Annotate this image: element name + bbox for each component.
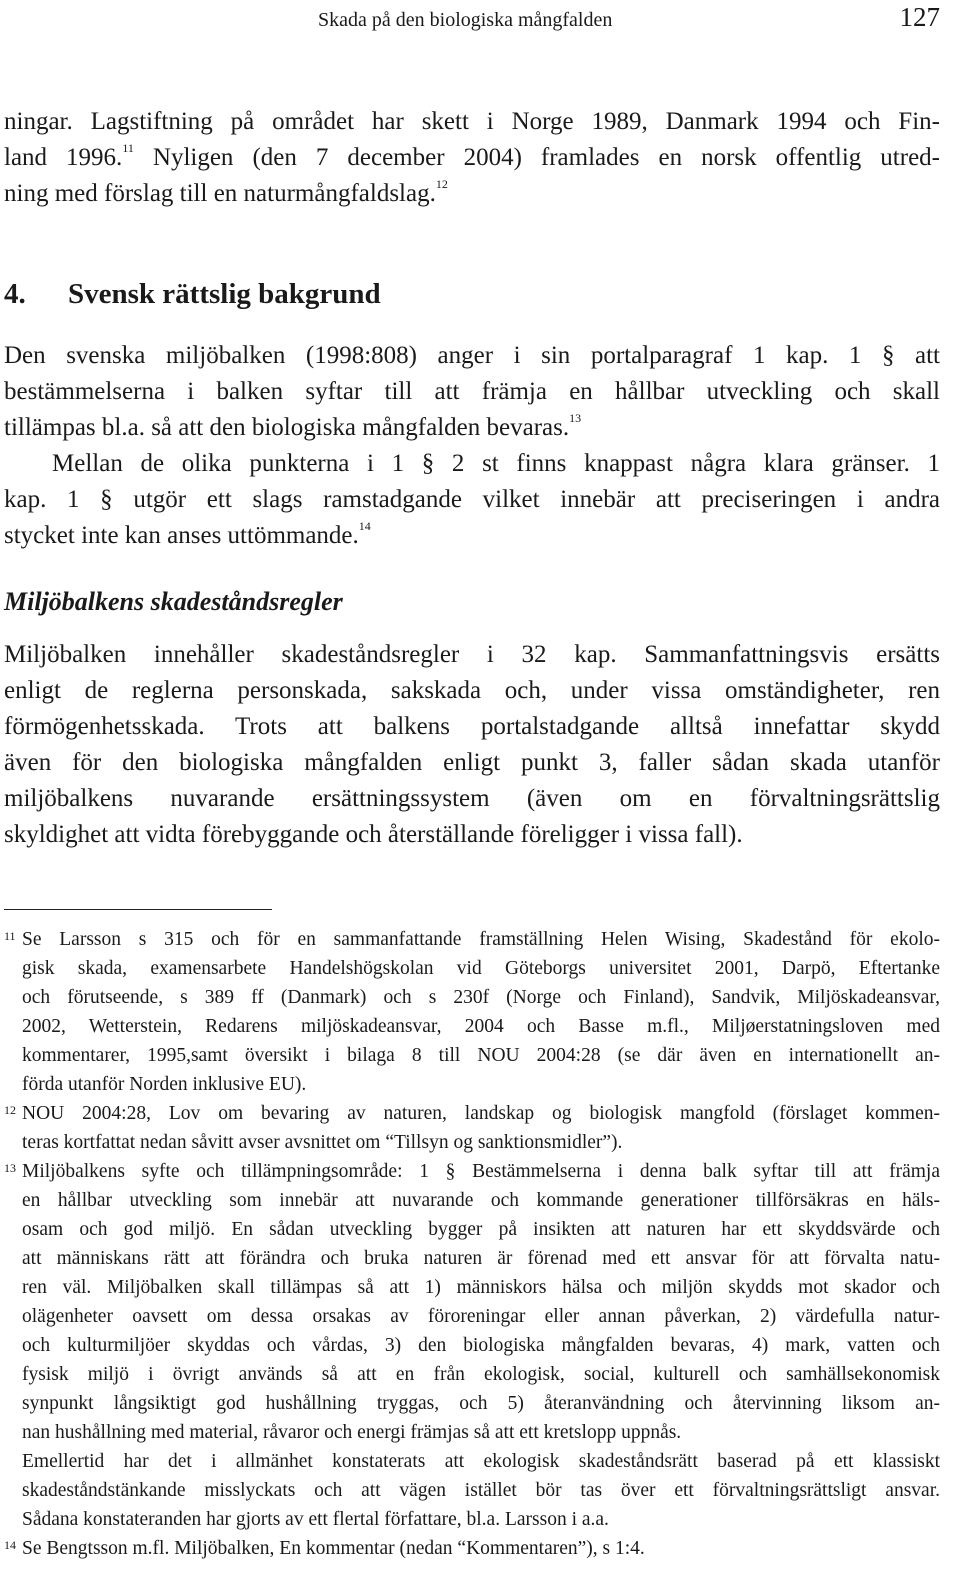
text-line: land 1996.11 Nyligen (den 7 december 2004) framlades en norsk offentlig utred- (4, 141, 940, 171)
footnote-13 (4, 1157, 940, 1534)
footnote-11 (4, 925, 940, 1099)
footnote-line: Sådana konstateranden har gjorts av ett flertal författare, bl.a. Larsson i a.a. (22, 1509, 609, 1530)
text-line: bestämmelserna i balken syftar till att främja en hållbar utveckling och skall (4, 378, 940, 405)
footnote-line: att människans rätt att förändra och bruka naturen är förenad med ett ansvar för att förvalta natu- (22, 1248, 940, 1269)
footnote-line: och förutseende, s 389 ff (Danmark) och s 230f (Norge och Finland), Sandvik, Miljöskadeansvar, (22, 987, 940, 1008)
section-title: Svensk rättslig bakgrund (68, 278, 381, 310)
footnote-line: Se Bengtsson m.fl. Miljöbalken, En kommentar (nedan “Kommentaren”), s 1:4. (22, 1538, 645, 1559)
footnote-line: teras kortfattat nedan såvitt avser avsnittet om “Tillsyn og sanktionsmidler”). (22, 1132, 623, 1153)
footnote-divider (4, 909, 272, 910)
footnote-line: 2002, Wetterstein, Redarens miljöskadeansvar, 2004 och Basse m.fl., Miljøerstatningsloven med (22, 1016, 940, 1037)
footnote-line: fysisk miljö i övrigt används så att en från ekologisk, social, kulturell och samhällsekonomisk (22, 1364, 940, 1385)
footnote-number: 12 (4, 1103, 16, 1117)
text-line: ning med förslag till en naturmångfaldslag.$^{12}$ (4, 177, 448, 207)
text-line: kap. 1 § utgör ett slags ramstadgande vilket innebär att preciseringen i andra (4, 486, 940, 513)
footnote-line: olägenheter oavsett om dessa orsakas av föroreningar eller annan påverkan, 2) värdefulla natur- (22, 1306, 940, 1327)
running-title: Skada på den biologiska mångfalden (318, 9, 613, 31)
footnote-line: och kulturmiljöer skyddas och vårdas, 3) den biologiska mångfalden bevaras, 4) mark, vatten och (22, 1335, 940, 1356)
section-number: 4. (4, 278, 26, 310)
footnote-line: nan hushållning med material, råvaror och energi främjas så att ett kretslopp uppnås. (22, 1422, 682, 1443)
text-line: tillämpas bl.a. så att den biologiska mångfalden bevaras.$^{13}$ (4, 411, 582, 441)
footnote-line: en hållbar utveckling som innebär att nuvarande och kommande generationer tillförsäkras en häls- (22, 1190, 940, 1211)
text-line: Den svenska miljöbalken (1998:808) anger i sin portalparagraf 1 kap. 1 § att (4, 342, 940, 369)
text-line: stycket inte kan anses uttömmande.$^{14}$ (4, 519, 371, 549)
paragraph (4, 338, 940, 446)
footnote-line: gisk skada, examensarbete Handelshögskolan vid Göteborgs universitet 2001, Darpö, Eftertanke (22, 958, 940, 979)
running-header (318, 2, 940, 38)
footnote-ref[interactable]: 13 (569, 411, 582, 425)
footnote-line: Se Larsson s 315 och för en sammanfattande framställning Helen Wising, Skadestånd för ekolo- (22, 929, 940, 950)
paragraph-continuation (4, 104, 940, 212)
footnote-line: Miljöbalkens syfte och tillämpningsområde: 1 § Bestämmelserna i denna balk syftar till att främja (22, 1161, 940, 1182)
footnote-number: 11 (4, 929, 16, 943)
page-number: 127 (899, 2, 940, 32)
footnote-line: Emellertid har det i allmänhet konstaterats att ekologisk skadeståndsrätt baserad på ett klassiskt (22, 1451, 940, 1472)
footnotes (4, 925, 940, 1563)
footnote-line: kommentarer, 1995,samt översikt i bilaga 8 till NOU 2004:28 (se där även en internationellt an- (22, 1045, 940, 1066)
footnote-line: skadeståndstänkande misslyckats och att vägen istället bör tas över ett förvaltningsrättsligt ansvar. (22, 1480, 940, 1501)
footnote-ref[interactable]: 12 (435, 177, 448, 191)
footnote-line: NOU 2004:28, Lov om bevaring av naturen, landskap og biologisk mangfold (förslaget kommen- (22, 1103, 940, 1124)
text-line: förmögenhetsskada. Trots att balkens portalstadgande alltså innefattar skydd (4, 713, 940, 740)
section-heading (4, 278, 381, 311)
footnote-line: osam och god miljö. En sådan utveckling bygger på insikten att naturen har ett skyddsvärde och (22, 1219, 940, 1240)
text-line: miljöbalkens nuvarande ersättningssystem (även om en förvaltningsrättslig (4, 785, 940, 812)
paragraph (4, 446, 940, 554)
footnote-line: förda utanför Norden inklusive EU). (22, 1074, 307, 1095)
text-line: Miljöbalken innehåller skadeståndsregler i 32 kap. Sammanfattningsvis ersätts (4, 641, 940, 668)
footnote-ref[interactable]: 14 (358, 519, 371, 533)
text-line: Mellan de olika punkterna i 1 § 2 st finns knappast några klara gränser. 1 (52, 450, 940, 477)
text-line: enligt de reglerna personskada, sakskada och, under vissa omständigheter, ren (4, 677, 940, 704)
footnote-14 (4, 1534, 940, 1563)
footnote-ref[interactable]: 11 (122, 141, 134, 155)
footnote-number: 14 (4, 1538, 16, 1552)
footnote-line: ren väl. Miljöbalken skall tillämpas så att 1) människors hälsa och miljön skydds mot skador och (22, 1277, 940, 1298)
text-line: även för den biologiska mångfalden enligt punkt 3, faller sådan skada utanför (4, 749, 940, 776)
paragraph (4, 637, 940, 853)
text-line: ningar. Lagstiftning på området har skett i Norge 1989, Danmark 1994 och Fin- (4, 108, 940, 135)
footnote-number: 13 (4, 1161, 16, 1175)
footnote-line: synpunkt långsiktigt god hushållning tryggas, och 5) återanvändning och återvinning liksom an- (22, 1393, 940, 1414)
footnote-12 (4, 1099, 940, 1157)
subheading: Miljöbalkens skadeståndsregler (4, 587, 343, 616)
text-line: skyldighet att vidta förebyggande och återställande föreligger i vissa fall). (4, 821, 743, 848)
